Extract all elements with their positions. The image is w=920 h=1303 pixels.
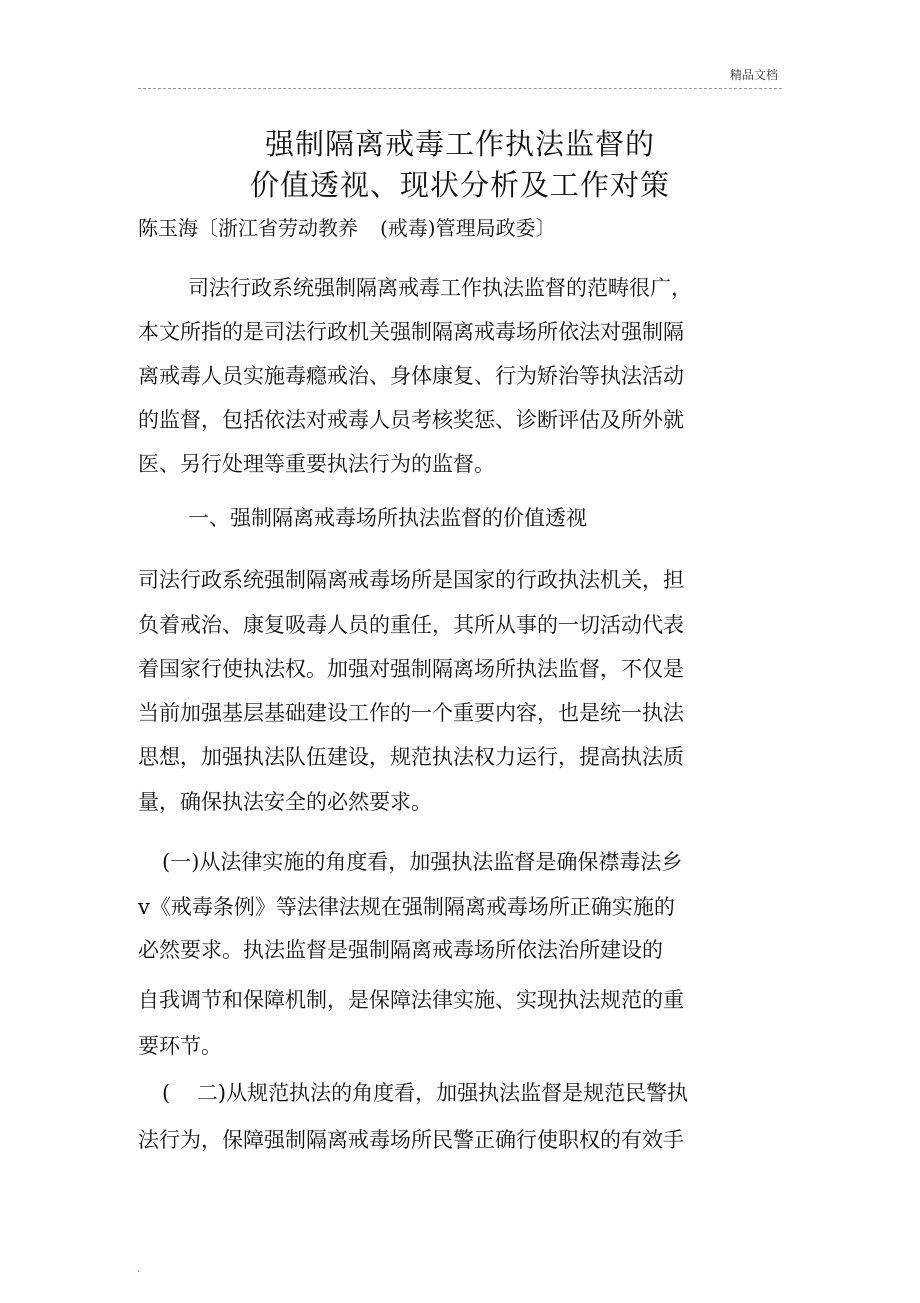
section-paragraph-line: 当前加强基层基础建设工作的一个重要内容，也是统一执法	[138, 701, 684, 725]
point-one-line: 要环节。	[138, 1034, 222, 1058]
point-two-line: ( 二)从规范执法的角度看，加强执法监督是规范民警执	[162, 1081, 689, 1105]
section-heading: 一、强制隔离戒毒场所执法监督的价值透视	[188, 506, 587, 530]
section-paragraph-line: 负着戒治、康复吸毒人员的重任，其所从事的一切活动代表	[138, 613, 684, 637]
intro-line: 本文所指的是司法行政机关强制隔离戒毒场所依法对强制隔	[138, 320, 684, 344]
point-one-line: (一)从法律实施的角度看，加强执法监督是确保襟毒法乡	[162, 850, 683, 874]
section-paragraph-line: 思想，加强执法队伍建设，规范执法权力运行，提高执法质	[138, 745, 684, 769]
point-two-line: 法行为，保障强制隔离戒毒场所民警正确行使职权的有效手	[138, 1128, 684, 1152]
point-one-line: v《戒毒条例》等法律法规在强制隔离戒毒场所正确实施的	[138, 895, 675, 919]
document-title-line-1: 强制隔离戒毒工作执法监督的	[264, 127, 655, 161]
section-paragraph-line: 司法行政系统强制隔离戒毒场所是国家的行政执法机关，担	[138, 568, 684, 592]
intro-line: 医、另行处理等重要执法行为的监督。	[138, 452, 495, 476]
intro-line: 离戒毒人员实施毒瘾戒治、身体康复、行为矫治等执法活动	[138, 364, 684, 388]
document-title-line-2: 价值透视、现状分析及工作对策	[249, 168, 670, 202]
author-line	[138, 212, 556, 241]
section-paragraph-line: 量，确保执法安全的必然要求。	[138, 790, 432, 814]
intro-line: 司法行政系统强制隔离戒毒工作执法监督的范畴很广，	[188, 276, 692, 300]
header-divider	[138, 88, 782, 89]
header-label: 精品文档	[729, 68, 778, 82]
author-position: (戒毒)管理局政委〕	[380, 216, 556, 240]
author-name-affiliation: 陈玉海〔浙江省劳动教养	[138, 216, 358, 240]
footer-mark: .	[137, 1264, 141, 1275]
intro-line: 的监督，包括依法对戒毒人员考核奖惩、诊断评估及所外就	[138, 408, 684, 432]
section-paragraph-line: 着国家行使执法权。加强对强制隔离场所执法监督，不仅是	[138, 657, 684, 681]
point-one-line: 自我调节和保障机制，是保障法律实施、实现执法规范的重	[138, 988, 684, 1012]
point-one-line: 必然要求。执法监督是强制隔离戒毒场所依法治所建设的	[138, 938, 663, 962]
